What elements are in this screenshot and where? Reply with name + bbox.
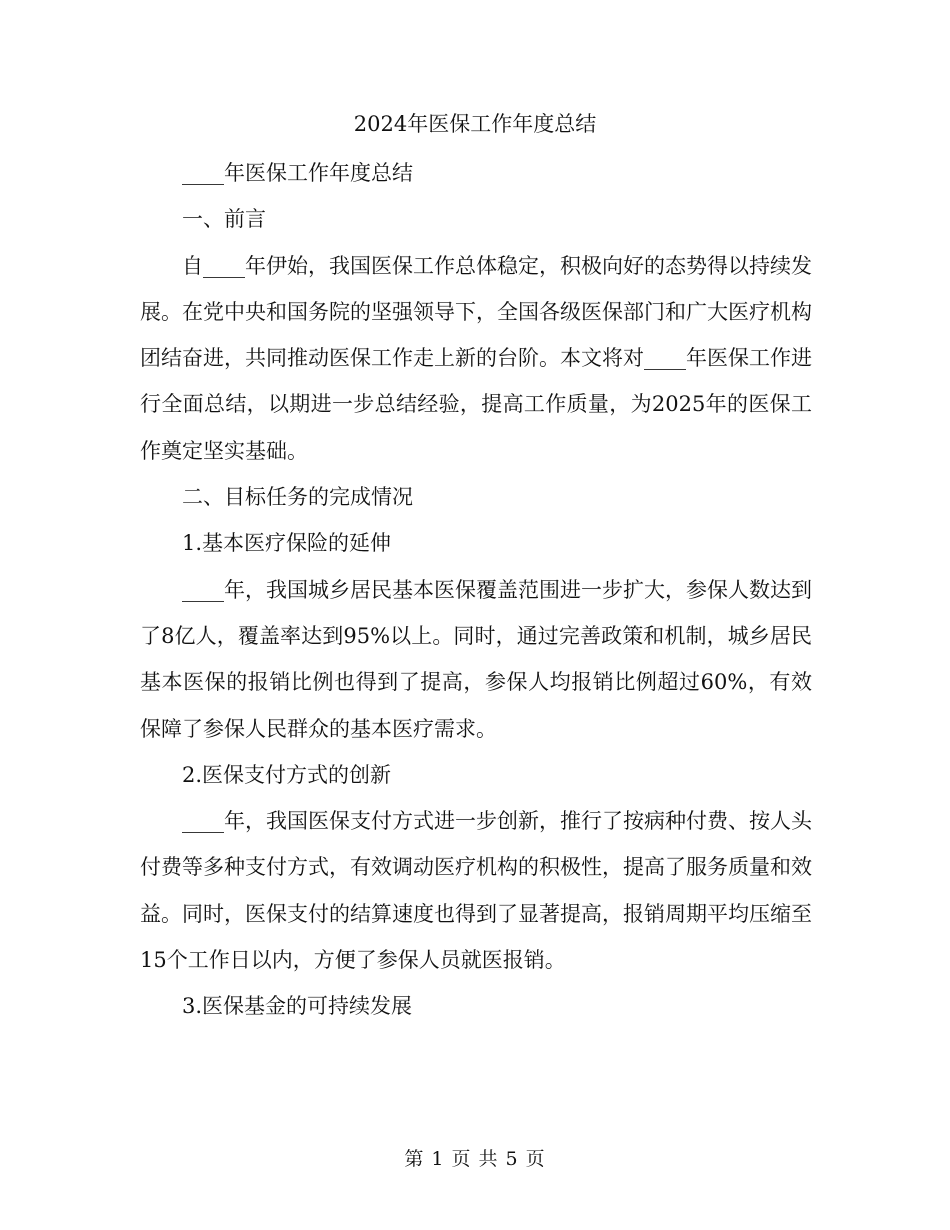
body-paragraph: 自____年伊始，我国医保工作总体稳定，积极向好的态势得以持续发展。在党中央和国务院的坚强领导下，全国各级医保部门和广大医疗机构团结奋进，共同推动医保工作走上新的台阶。本文将对____年医保工作进行全面总结，以期进一步总结经验，提高工作质量，为2025年的医保工作奠定坚实基础。 [140,253,812,463]
subsection-heading-insurance: 1.基本医疗保险的延伸 [182,531,392,556]
subtitle-paragraph: ____年医保工作年度总结 [182,161,413,185]
section-heading-preface: 一、前言 [182,207,266,232]
document-title: 2024年医保工作年度总结 [353,112,597,136]
body-paragraph: ____年，我国医保支付方式进一步创新，推行了按病种付费、按人头付费等多种支付方式，有效调动医疗机构的积极性，提高了服务质量和效益。同时，医保支付的结算速度也得到了显著提高，报销周期平均压缩至15个工作日以内，方便了参保人员就医报销。 [140,809,812,973]
subsection-heading-payment: 2.医保支付方式的创新 [182,762,392,787]
document-body [140,150,812,1030]
body-paragraph: ____年，我国城乡居民基本医保覆盖范围进一步扩大，参保人数达到了8亿人，覆盖率达到95%以上。同时，通过完善政策和机制，城乡居民基本医保的报销比例也得到了提高，参保人均报销比例超过60%，有效保障了参保人民群众的基本医疗需求。 [140,577,812,741]
section-heading-targets: 二、目标任务的完成情况 [182,485,413,510]
page-footer: 第 1 页 共 5 页 [404,1148,546,1170]
subsection-heading-fund: 3.医保基金的可持续发展 [182,994,413,1019]
